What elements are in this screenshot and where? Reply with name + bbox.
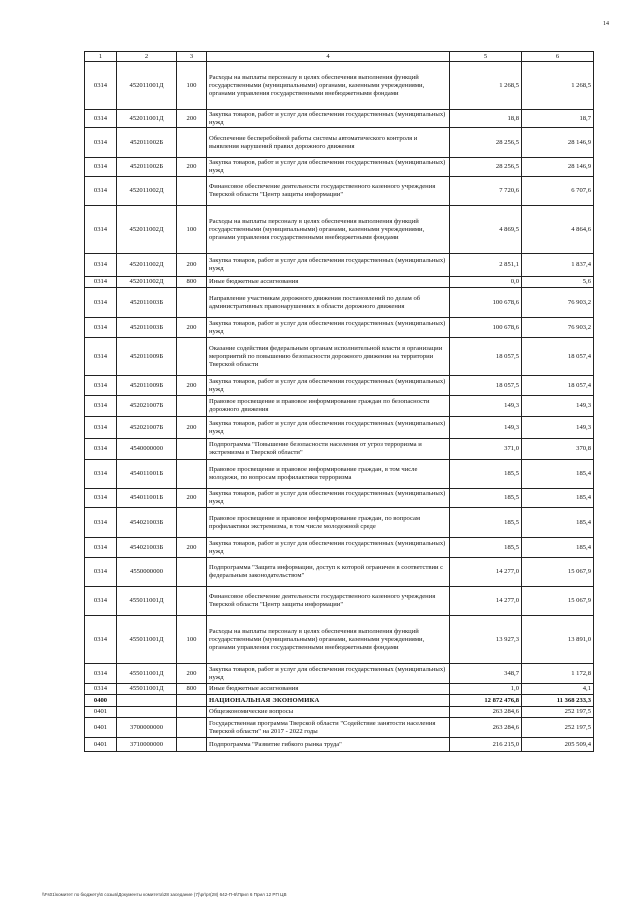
table-row xyxy=(85,110,594,128)
amount-col5-cell: 185,5 xyxy=(450,538,522,558)
target-article-cell: 452011003Б xyxy=(117,288,177,318)
amount-col5-cell: 216 215,0 xyxy=(450,738,522,752)
amount-col6-cell: 18 057,4 xyxy=(522,338,594,376)
table-row xyxy=(85,460,594,489)
table-row xyxy=(85,695,594,707)
target-article-cell: 452011002Д xyxy=(117,177,177,206)
page-number: 14 xyxy=(603,21,609,27)
header-row xyxy=(85,52,594,62)
table-row xyxy=(85,254,594,277)
expense-type-cell xyxy=(177,558,207,587)
amount-col5-cell: 28 256,5 xyxy=(450,128,522,158)
section-code-cell: 0314 xyxy=(85,206,117,254)
table-row xyxy=(85,489,594,508)
amount-col5-cell: 348,7 xyxy=(450,664,522,684)
expense-type-cell xyxy=(177,338,207,376)
item-name-cell: Подпрограмма "Повышение безопасности населения от угроз терроризма и экстремизма в Тверской области" xyxy=(207,439,450,460)
target-article-cell: 452011002Б xyxy=(117,128,177,158)
item-name-cell: Правовое просвещение и правовое информирование граждан, по вопросам профилактики экстремизма, в том числе молодежной среде xyxy=(207,508,450,538)
section-code-cell: 0314 xyxy=(85,376,117,396)
amount-col6-cell: 15 067,9 xyxy=(522,587,594,616)
expense-type-cell xyxy=(177,587,207,616)
amount-col5-cell: 100 678,6 xyxy=(450,318,522,338)
amount-col6-cell: 1 837,4 xyxy=(522,254,594,277)
section-code-cell: 0314 xyxy=(85,439,117,460)
amount-col5-cell: 185,5 xyxy=(450,508,522,538)
table-row xyxy=(85,318,594,338)
amount-col5-cell: 1 268,5 xyxy=(450,62,522,110)
item-name-cell: Закупка товаров, работ и услуг для обеспечения государственных (муниципальных) нужд xyxy=(207,538,450,558)
table-row xyxy=(85,616,594,664)
section-code-cell: 0314 xyxy=(85,396,117,417)
target-article-cell: 452011001Д xyxy=(117,62,177,110)
expense-type-cell: 200 xyxy=(177,376,207,396)
item-name-cell: Правовое просвещение и правовое информирование граждан по безопасности дорожного движения xyxy=(207,396,450,417)
section-code-cell: 0314 xyxy=(85,318,117,338)
target-article-cell: 452011001Д xyxy=(117,110,177,128)
expense-type-cell: 200 xyxy=(177,158,207,177)
section-code-cell: 0314 xyxy=(85,587,117,616)
target-article-cell: 455011001Д xyxy=(117,587,177,616)
expense-type-cell: 800 xyxy=(177,277,207,288)
table-row xyxy=(85,338,594,376)
amount-col5-cell: 2 851,1 xyxy=(450,254,522,277)
section-code-cell: 0314 xyxy=(85,460,117,489)
amount-col6-cell: 76 903,2 xyxy=(522,318,594,338)
table-row xyxy=(85,538,594,558)
amount-col6-cell: 185,4 xyxy=(522,538,594,558)
table-row xyxy=(85,439,594,460)
amount-col5-cell: 14 277,0 xyxy=(450,587,522,616)
table-row xyxy=(85,158,594,177)
amount-col6-cell: 6 707,6 xyxy=(522,177,594,206)
amount-col6-cell: 5,6 xyxy=(522,277,594,288)
item-name-cell: Государственная программа Тверской области "Содействие занятости населения Тверской области" на 2017 - 2022 годы xyxy=(207,718,450,738)
expense-type-cell xyxy=(177,439,207,460)
table-row xyxy=(85,128,594,158)
expense-type-cell: 200 xyxy=(177,538,207,558)
amount-col6-cell: 15 067,9 xyxy=(522,558,594,587)
amount-col5-cell: 149,3 xyxy=(450,417,522,439)
target-article-cell: 454011001Б xyxy=(117,489,177,508)
amount-col5-cell: 12 872 476,8 xyxy=(450,695,522,707)
expense-type-cell: 100 xyxy=(177,616,207,664)
expense-type-cell: 200 xyxy=(177,489,207,508)
item-name-cell: Оказание содействия федеральным органам исполнительной власти в организации мероприятий по повышению безопасности дорожного движения на территории Тверской области xyxy=(207,338,450,376)
amount-col5-cell: 1,0 xyxy=(450,684,522,695)
item-name-cell: Закупка товаров, работ и услуг для обеспечения государственных (муниципальных) нужд xyxy=(207,664,450,684)
amount-col6-cell: 28 146,9 xyxy=(522,128,594,158)
item-name-cell: Иные бюджетные ассигнования xyxy=(207,277,450,288)
amount-col6-cell: 28 146,9 xyxy=(522,158,594,177)
table-row xyxy=(85,558,594,587)
amount-col6-cell: 1 268,5 xyxy=(522,62,594,110)
amount-col6-cell: 185,4 xyxy=(522,460,594,489)
item-name-cell: Закупка товаров, работ и услуг для обеспечения государственных (муниципальных) нужд xyxy=(207,254,450,277)
amount-col5-cell: 13 927,3 xyxy=(450,616,522,664)
section-code-cell: 0314 xyxy=(85,254,117,277)
table-row xyxy=(85,396,594,417)
item-name-cell: Финансовое обеспечение деятельности государственного казенного учреждения Тверской области "Центр защиты информации" xyxy=(207,587,450,616)
amount-col6-cell: 149,3 xyxy=(522,396,594,417)
header-cell: 6 xyxy=(522,52,594,62)
amount-col6-cell: 185,4 xyxy=(522,508,594,538)
table-row xyxy=(85,62,594,110)
amount-col5-cell: 371,0 xyxy=(450,439,522,460)
target-article-cell: 4540000000 xyxy=(117,439,177,460)
target-article-cell: 452021007Б xyxy=(117,396,177,417)
expense-type-cell xyxy=(177,288,207,318)
item-name-cell: Закупка товаров, работ и услуг для обеспечения государственных (муниципальных) нужд xyxy=(207,376,450,396)
amount-col6-cell: 18,7 xyxy=(522,110,594,128)
amount-col5-cell: 263 284,6 xyxy=(450,718,522,738)
amount-col5-cell: 185,5 xyxy=(450,489,522,508)
amount-col6-cell: 205 509,4 xyxy=(522,738,594,752)
expense-type-cell: 200 xyxy=(177,110,207,128)
expense-type-cell: 100 xyxy=(177,62,207,110)
item-name-cell: Подпрограмма "Развитие гибкого рынка труда" xyxy=(207,738,450,752)
expense-type-cell: 200 xyxy=(177,664,207,684)
section-code-cell: 0314 xyxy=(85,62,117,110)
target-article-cell: 455011001Д xyxy=(117,684,177,695)
amount-col5-cell: 18 057,5 xyxy=(450,338,522,376)
target-article-cell: 455011001Д xyxy=(117,664,177,684)
header-cell: 4 xyxy=(207,52,450,62)
section-code-cell: 0400 xyxy=(85,695,117,707)
expense-type-cell xyxy=(177,177,207,206)
header-cell: 1 xyxy=(85,52,117,62)
header-cell: 3 xyxy=(177,52,207,62)
section-code-cell: 0314 xyxy=(85,288,117,318)
target-article-cell: 4550000000 xyxy=(117,558,177,587)
section-code-cell: 0314 xyxy=(85,558,117,587)
target-article-cell: 455011001Д xyxy=(117,616,177,664)
item-name-cell: Финансовое обеспечение деятельности государственного казенного учреждения Тверской области "Центр защиты информации" xyxy=(207,177,450,206)
amount-col5-cell: 185,5 xyxy=(450,460,522,489)
table-row xyxy=(85,206,594,254)
amount-col6-cell: 149,3 xyxy=(522,417,594,439)
item-name-cell: Подпрограмма "Защита информации, доступ к которой ограничен в соответствии с федеральным законодательством" xyxy=(207,558,450,587)
expense-type-cell: 200 xyxy=(177,318,207,338)
section-code-cell: 0314 xyxy=(85,538,117,558)
section-code-cell: 0401 xyxy=(85,738,117,752)
section-code-cell: 0314 xyxy=(85,417,117,439)
expense-type-cell: 100 xyxy=(177,206,207,254)
item-name-cell: Иные бюджетные ассигнования xyxy=(207,684,450,695)
target-article-cell: 452011009Б xyxy=(117,338,177,376)
table-row xyxy=(85,684,594,695)
item-name-cell: Расходы на выплаты персоналу в целях обеспечения выполнения функций государственными (муниципальными) органами, казенными учреждениями, органами управления государственными внебюджетными фондами xyxy=(207,62,450,110)
amount-col5-cell: 18,8 xyxy=(450,110,522,128)
expense-type-cell xyxy=(177,738,207,752)
target-article-cell: 3710000000 xyxy=(117,738,177,752)
table-row xyxy=(85,718,594,738)
section-code-cell: 0401 xyxy=(85,718,117,738)
amount-col5-cell: 0,0 xyxy=(450,277,522,288)
section-code-cell: 0314 xyxy=(85,128,117,158)
item-name-cell: Закупка товаров, работ и услуг для обеспечения государственных (муниципальных) нужд xyxy=(207,110,450,128)
section-code-cell: 0314 xyxy=(85,177,117,206)
target-article-cell: 452011002Д xyxy=(117,206,177,254)
item-name-cell: Правовое просвещение и правовое информирование граждан, в том числе молодежи, по вопросам профилактики терроризма xyxy=(207,460,450,489)
amount-col6-cell: 4,1 xyxy=(522,684,594,695)
expense-type-cell xyxy=(177,396,207,417)
item-name-cell: Закупка товаров, работ и услуг для обеспечения государственных (муниципальных) нужд xyxy=(207,417,450,439)
table-row xyxy=(85,738,594,752)
section-code-cell: 0314 xyxy=(85,110,117,128)
amount-col5-cell: 149,3 xyxy=(450,396,522,417)
file-path-footer: \\Fs01\комитет по бюджету\6 созыв\Документы комитета\28 заседание (7)\pr\pr(28) 642-П-6\Прил 6 Прил 12 РП ЦВ xyxy=(42,892,287,897)
amount-col6-cell: 18 057,4 xyxy=(522,376,594,396)
section-code-cell: 0314 xyxy=(85,664,117,684)
table-row xyxy=(85,417,594,439)
item-name-cell: Закупка товаров, работ и услуг для обеспечения государственных (муниципальных) нужд xyxy=(207,318,450,338)
item-name-cell: Расходы на выплаты персоналу в целях обеспечения выполнения функций государственными (муниципальными) органами, казенными учреждениями, органами управления государственными внебюджетными фондами xyxy=(207,616,450,664)
amount-col6-cell: 1 172,8 xyxy=(522,664,594,684)
amount-col6-cell: 252 197,5 xyxy=(522,718,594,738)
table-row xyxy=(85,177,594,206)
amount-col6-cell: 13 891,0 xyxy=(522,616,594,664)
item-name-cell: Закупка товаров, работ и услуг для обеспечения государственных (муниципальных) нужд xyxy=(207,158,450,177)
table-row xyxy=(85,587,594,616)
table-row xyxy=(85,664,594,684)
table-row xyxy=(85,508,594,538)
amount-col6-cell: 11 368 233,3 xyxy=(522,695,594,707)
table-row xyxy=(85,376,594,396)
target-article-cell: 454011001Б xyxy=(117,460,177,489)
section-code-cell: 0314 xyxy=(85,277,117,288)
expense-type-cell xyxy=(177,718,207,738)
section-code-cell: 0314 xyxy=(85,158,117,177)
amount-col5-cell: 28 256,5 xyxy=(450,158,522,177)
amount-col6-cell: 252 197,5 xyxy=(522,707,594,718)
expense-type-cell: 200 xyxy=(177,417,207,439)
amount-col6-cell: 185,4 xyxy=(522,489,594,508)
amount-col6-cell: 76 903,2 xyxy=(522,288,594,318)
item-name-cell: Общеэкономические вопросы xyxy=(207,707,450,718)
target-article-cell xyxy=(117,707,177,718)
expense-type-cell xyxy=(177,695,207,707)
target-article-cell: 452011003Б xyxy=(117,318,177,338)
target-article-cell: 3700000000 xyxy=(117,718,177,738)
expense-type-cell xyxy=(177,128,207,158)
header-cell: 2 xyxy=(117,52,177,62)
expense-type-cell xyxy=(177,508,207,538)
item-name-cell: Расходы на выплаты персоналу в целях обеспечения выполнения функций государственными (муниципальными) органами, казенными учреждениями, органами управления государственными внебюджетными фондами xyxy=(207,206,450,254)
header-cell: 5 xyxy=(450,52,522,62)
section-code-cell: 0401 xyxy=(85,707,117,718)
amount-col5-cell: 263 284,6 xyxy=(450,707,522,718)
target-article-cell xyxy=(117,695,177,707)
item-name-cell: Обеспечение бесперебойной работы системы автоматического контроля и выявления нарушений правил дорожного движения xyxy=(207,128,450,158)
section-code-cell: 0314 xyxy=(85,338,117,376)
table-row xyxy=(85,288,594,318)
expense-type-cell: 800 xyxy=(177,684,207,695)
amount-col6-cell: 370,8 xyxy=(522,439,594,460)
section-code-cell: 0314 xyxy=(85,684,117,695)
section-code-cell: 0314 xyxy=(85,616,117,664)
amount-col5-cell: 18 057,5 xyxy=(450,376,522,396)
expense-type-cell xyxy=(177,460,207,489)
amount-col5-cell: 7 720,6 xyxy=(450,177,522,206)
target-article-cell: 452011002Б xyxy=(117,158,177,177)
section-code-cell: 0314 xyxy=(85,489,117,508)
item-name-cell: Закупка товаров, работ и услуг для обеспечения государственных (муниципальных) нужд xyxy=(207,489,450,508)
item-name-cell: Направление участникам дорожного движения постановлений по делам об административных правонарушениях в области дорожного движения xyxy=(207,288,450,318)
target-article-cell: 452011002Д xyxy=(117,277,177,288)
budget-table xyxy=(84,51,594,752)
target-article-cell: 454021003Б xyxy=(117,538,177,558)
expense-type-cell: 200 xyxy=(177,254,207,277)
target-article-cell: 452021007Б xyxy=(117,417,177,439)
item-name-cell: НАЦИОНАЛЬНАЯ ЭКОНОМИКА xyxy=(207,695,450,707)
expense-type-cell xyxy=(177,707,207,718)
section-code-cell: 0314 xyxy=(85,508,117,538)
target-article-cell: 454021003Б xyxy=(117,508,177,538)
table-row xyxy=(85,277,594,288)
target-article-cell: 452011009Б xyxy=(117,376,177,396)
amount-col5-cell: 100 678,6 xyxy=(450,288,522,318)
target-article-cell: 452011002Д xyxy=(117,254,177,277)
table-row xyxy=(85,707,594,718)
amount-col5-cell: 14 277,0 xyxy=(450,558,522,587)
amount-col6-cell: 4 864,6 xyxy=(522,206,594,254)
amount-col5-cell: 4 869,5 xyxy=(450,206,522,254)
